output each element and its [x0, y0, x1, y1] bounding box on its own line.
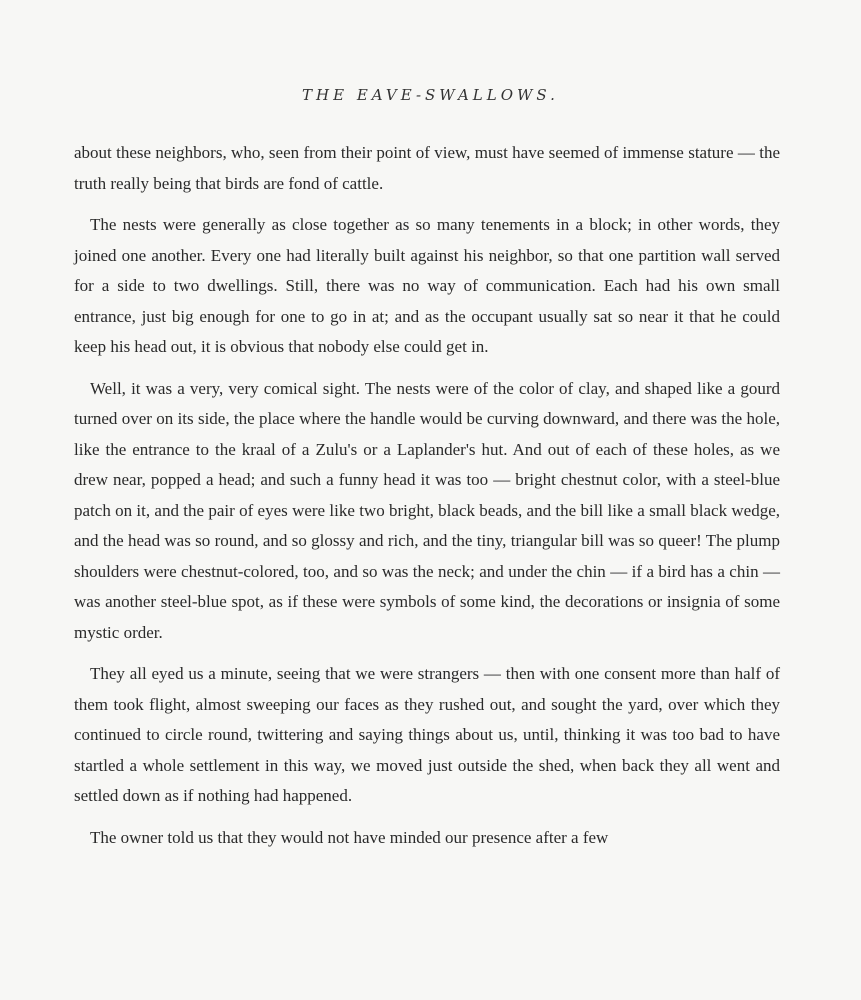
paragraph-owner: The owner told us that they would not have minded our presence after a few	[90, 827, 609, 847]
paragraph-strangers: They all eyed us a minute, seeing that we were strangers — then with one consent more than half of them took flight, almost sweeping our faces as they rushed out, and sought the yard, over which they continued to circle round, twittering and saying things about us, until, thinking it was too bad to have startled a whole settlement in this way, we moved just outside the shed, when back they all went and settled down as if nothing had happened.	[74, 664, 780, 805]
body-text	[74, 138, 780, 864]
running-head: THE EAVE-SWALLOWS.	[302, 86, 559, 104]
paragraph-comical-sight: Well, it was a very, very comical sight. The nests were of the color of clay, and shaped like a gourd turned over on its side, the place where the handle would be curving downward, and there was the hole, like the entrance to the kraal of a Zulu's or a Laplander's hut. And out of each of these holes, as we drew near, popped a head; and such a funny head it was too — bright chestnut color, with a steel-blue patch on it, and the pair of eyes were like two bright, black beads, and the bill like a small black wedge, and the head was so round, and so glossy and rich, and the tiny, triangular bill was so queer! The plump shoulders were chestnut-colored, too, and so was the neck; and under the chin — if a bird has a chin — was another steel-blue spot, as if these were symbols of some kind, the decorations or insignia of some mystic order.	[74, 378, 780, 642]
paragraph-nests: The nests were generally as close together as so many tenements in a block; in other words, they joined one another. Every one had literally built against his neighbor, so that one partition wall served for a side to two dwellings. Still, there was no way of communication. Each had his own small entrance, just big enough for one to go in at; and as the occupant usually sat so near it that he could keep his head out, it is obvious that nobody else could get in.	[74, 215, 780, 356]
paragraph-continued: about these neighbors, who, seen from their point of view, must have seemed of immense stature — the truth really being that birds are fond of cattle.	[74, 143, 780, 193]
